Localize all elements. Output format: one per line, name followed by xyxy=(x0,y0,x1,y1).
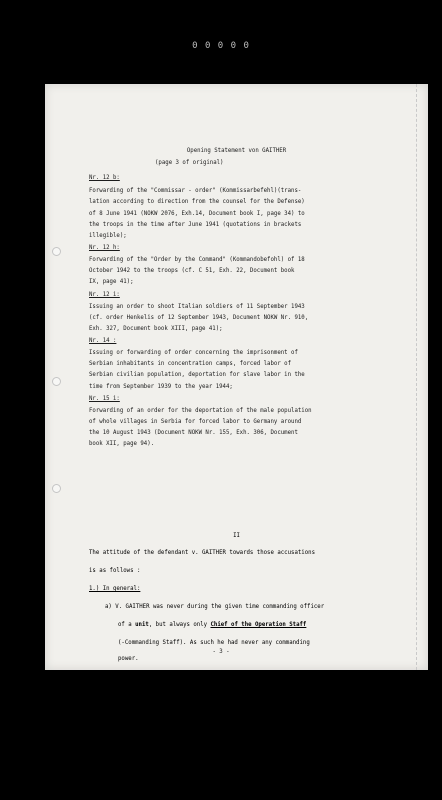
point-a-text: , but always only xyxy=(148,622,211,628)
item-line: October 1942 to the troops (cf. C 51, Exh. 22, Document book xyxy=(89,268,295,275)
point-label: 1.) In general: xyxy=(89,586,141,592)
item-label: Nr. 14 : xyxy=(89,338,117,345)
item-line: Forwarding of an order for the deportation of the male population xyxy=(89,407,312,414)
item-line: Issuing an order to shoot Italian soldiers of 11 September 1943 xyxy=(89,303,305,310)
document-heading: Opening Statement von GAITHER xyxy=(186,148,287,154)
item-line: Exh. 327, Document book XIII, page 41); xyxy=(89,325,223,332)
item-line: of whole villages in Serbia for forced labor to Germany around xyxy=(89,418,302,425)
item-line: Issuing or forwarding of order concerning the imprisonment of xyxy=(89,350,298,357)
item-label: Nr. 12 b: xyxy=(89,174,120,181)
attitude-line: The attitude of the defendant v. GAITHER towards those accusations xyxy=(89,550,315,556)
item-line: the 10 August 1943 (Document NOKW Nr. 155, Exh. 306, Document xyxy=(89,430,298,437)
item-line: Serbian inhabitants in concentration camps, forced labor of xyxy=(89,361,292,368)
item-line: the troops in the time after June 1941 (quotations in brackets xyxy=(89,221,302,228)
item-line: (cf. order Henkelis of 12 September 1943, Document NOKW Nr. 910, xyxy=(89,314,309,321)
document-page-lower xyxy=(45,84,428,670)
item-line: time from September 1939 to the year 1944; xyxy=(89,383,233,390)
item-line: book XII, page 94). xyxy=(89,441,155,448)
item-line: Forwarding of the "Order by the Command" (Kommandobefohl) of 18 xyxy=(89,257,305,264)
item-line: IX, page 41); xyxy=(89,279,134,286)
page-number: - 3 - xyxy=(212,649,230,655)
item-line: Forwarding of the "Commissar - order" (Kommissarbefehl)(trans- xyxy=(89,188,302,195)
point-a-underlined: Chief of the Operation Staff xyxy=(210,622,307,628)
microfilm-frame-label: 0 0 0 0 0 xyxy=(192,41,250,51)
item-line: illegible); xyxy=(89,232,127,239)
point-a-text: of a xyxy=(118,622,136,628)
item-label: Nr. 15 i: xyxy=(89,396,120,402)
item-line: Serbian civilian population, deportation for slave labor in the xyxy=(89,372,305,379)
section-numeral: II xyxy=(233,533,240,539)
point-a-line: (-Commanding Staff). As such he had never any commanding xyxy=(118,640,310,646)
point-a-line: a) V. GAITHER was never during the given time commanding officer xyxy=(105,604,325,610)
document-subheading: (page 3 of original) xyxy=(155,160,224,167)
point-a-line: power. xyxy=(118,656,139,662)
item-label: Nr. 12 i: xyxy=(89,291,120,298)
item-line: of 8 June 1941 (NOKW 2076, Exh.14, Document book I, page 34) to xyxy=(89,210,305,217)
point-a-bold: unit xyxy=(135,622,149,628)
attitude-line: is as follows : xyxy=(89,568,141,574)
item-line: lation according to direction from the counsel for the Defense) xyxy=(89,199,305,206)
item-label: Nr. 12 h: xyxy=(89,245,120,252)
